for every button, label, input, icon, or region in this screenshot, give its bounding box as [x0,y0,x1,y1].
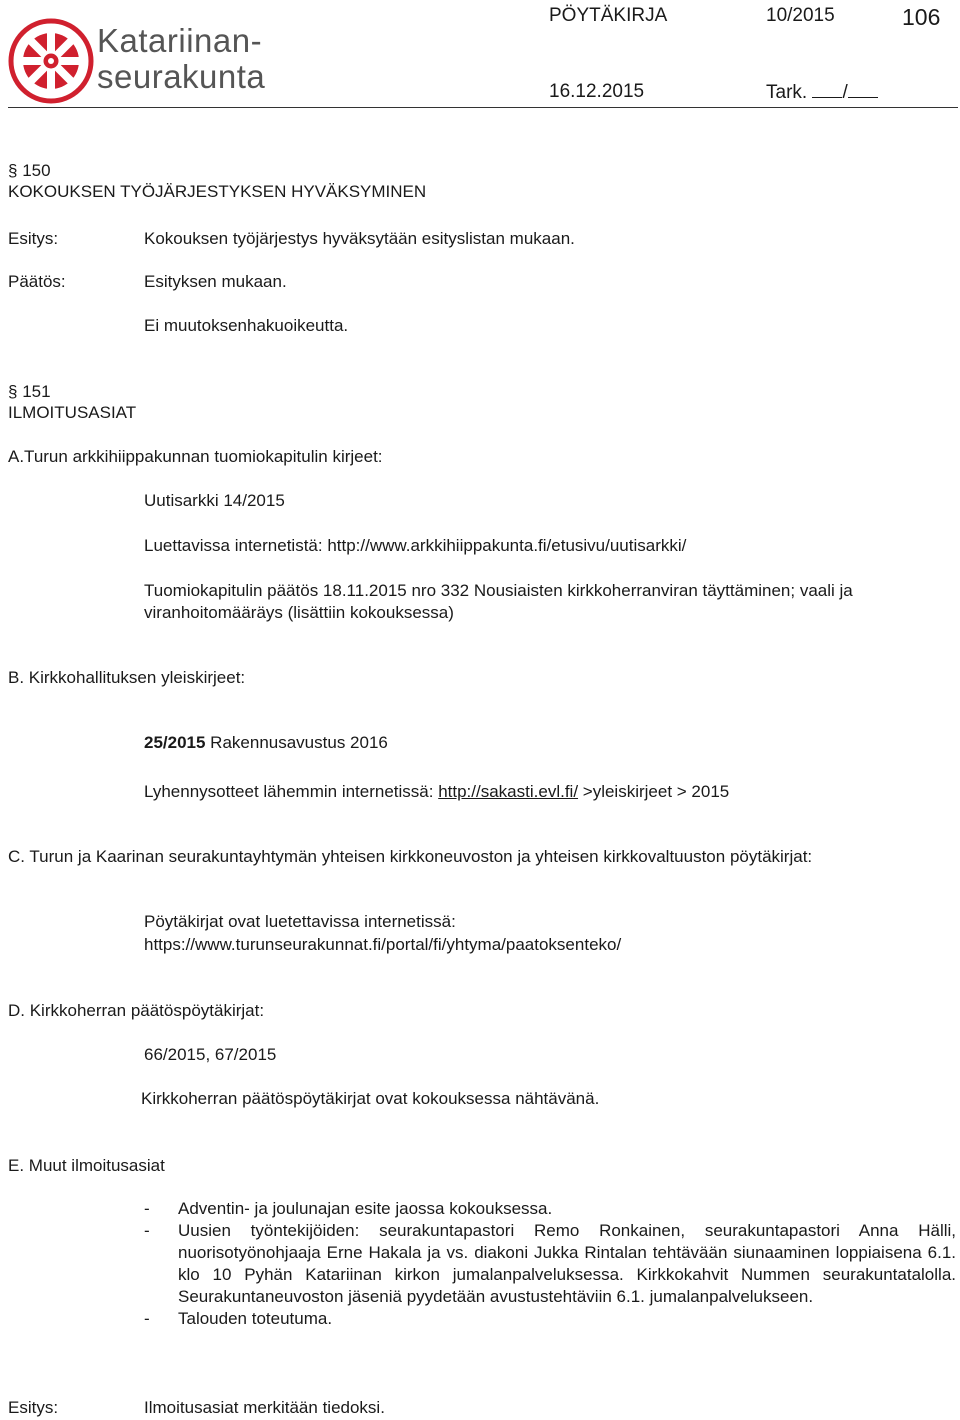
d-item-numbers: 66/2015, 67/2015 [144,1045,277,1064]
review-blank-2 [848,81,878,98]
section-symbol: § [8,161,18,180]
sakasti-link[interactable]: http://sakasti.evl.fi/ [438,782,579,801]
appeal-note: Ei muutoksenhakuoikeutta. [144,316,349,335]
section-151-title: ILMOITUSASIAT [8,403,137,422]
esitys-label-151: Esitys: [8,1398,59,1417]
review-slash: / [842,82,848,103]
e-heading: E. Muut ilmoitusasiat [8,1156,165,1175]
b-item-link-line: Lyhennysotteet lähemmin internetissä: http://sakasti.evl.fi/ >yleiskirjeet > 2015 [144,782,730,801]
list-item: - Adventin- ja joulunajan esite jaossa kokouksessa. [144,1199,553,1218]
esitys-label: Esitys: [8,229,59,248]
b-heading: B. Kirkkohallituksen yleiskirjeet: [8,668,246,687]
paatos-text: Esityksen mukaan. [144,272,287,291]
section-150-title: KOKOUKSEN TYÖJÄRJESTYKSEN HYVÄKSYMINEN [8,182,427,201]
review-field [766,81,878,104]
d-item-note: Kirkkoherran päätöspöytäkirjat ovat kokouksessa nähtävänä. [141,1089,600,1108]
meeting-date: 16.12.2015 [549,81,645,102]
logo-text-line2: seurakunta [97,58,266,95]
esitys-text: Kokouksen työjärjestys hyväksytään esityslistan mukaan. [144,229,575,248]
list-item: - Uusien työntekijöiden: seurakuntapastori Remo Ronkainen, seurakuntapastori Anna Hälli, nuorisotyönohjaaja Erne Hakala ja vs. diakoni Jukka Rintalan tehtävään siunaaminen loppiaisena 6.1. klo 10 Pyhän Katariinan kirkon jumalanpalveluksessa. Kirkkokahvit Nummen seurakuntatalolla. Seurakuntaneuvoston jäseniä pyydetään avustustehtäviin 6.1. jumalanpalvelukseen. [144,1221,956,1306]
c-item-line1: Pöytäkirjat ovat luetettavissa internetissä: [144,912,456,931]
letter-number: 25/2015 [144,733,206,752]
doc-number: 10/2015 [766,5,835,26]
a-item-uutisarkki: Uutisarkki 14/2015 [144,491,285,510]
header-divider [8,107,958,108]
page-number: 106 [902,4,941,30]
rose-emblem-icon [8,18,94,104]
section-151-number: § 151 [8,382,51,401]
review-blank-1 [812,81,842,98]
d-heading: D. Kirkkoherran päätöspöytäkirjat: [8,1001,265,1020]
paatos-label: Päätös: [8,272,66,291]
b-item-letter: 25/2015 Rakennusavustus 2016 [144,733,388,752]
review-label: Tark. [766,82,808,103]
c-heading: C. Turun ja Kaarinan seurakuntayhtymän yhteisen kirkkoneuvoston ja yhteisen kirkkovaltuuston pöytäkirjat: [8,847,813,866]
esitys-text-151: Ilmoitusasiat merkitään tiedoksi. [144,1398,385,1417]
e-items-list [144,1198,956,1330]
a-heading: A.Turun arkkihiippakunnan tuomiokapitulin kirjeet: [8,447,383,466]
list-item: - Talouden toteutuma. [144,1309,333,1328]
doc-type: PÖYTÄKIRJA [549,5,668,26]
section-symbol: § [8,382,18,401]
section-150-number: § 150 [8,161,51,180]
logo-text-line1: Katariinan- [97,22,263,59]
c-item-link: https://www.turunseurakunnat.fi/portal/fi/yhtyma/paatoksenteko/ [144,935,622,954]
a-item-decision: Tuomiokapitulin päätös 18.11.2015 nro 332 Nousiaisten kirkkoherranviran täyttäminen; vaali ja viranhoitomääräys (lisättiin kokouksessa) [144,581,853,622]
parish-logo [8,18,94,110]
a-item-link: Luettavissa internetistä: http://www.arkkihiippakunta.fi/etusivu/uutisarkki/ [144,536,687,555]
